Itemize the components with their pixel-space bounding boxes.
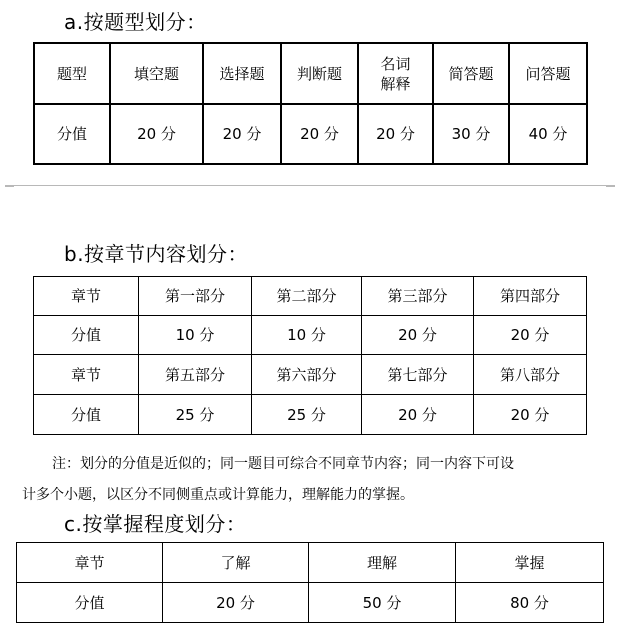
mastery-table: [16, 542, 604, 623]
row-header: 章节: [17, 543, 163, 583]
table-cell: 第一部分: [139, 277, 252, 316]
table-row: [34, 355, 587, 395]
page-corner-mark: [606, 186, 615, 192]
table-cell: 10 分: [252, 316, 362, 355]
cell-type: 简答题: [433, 43, 509, 104]
table-cell: 第八部分: [474, 355, 587, 395]
section-b-title: b.按章节内容划分：: [64, 242, 249, 266]
table-row: [34, 277, 587, 316]
table-cell: 20 分: [163, 583, 309, 623]
cell-score: 30 分: [433, 104, 509, 164]
note-line-2: 计多个小题，以区分不同侧重点或计算能力，理解能力的掌握。: [22, 487, 414, 503]
row-header-type: 题型: [34, 43, 110, 104]
table-cell: 第三部分: [362, 277, 474, 316]
table-row: [17, 583, 604, 623]
table-cell: 掌握: [456, 543, 604, 583]
row-header: 分值: [34, 316, 139, 355]
row-header: 章节: [34, 277, 139, 316]
table-row: [17, 543, 604, 583]
page-corner-mark: [5, 186, 14, 192]
row-header: 分值: [17, 583, 163, 623]
cell-score: 20 分: [358, 104, 433, 164]
cell-type: 判断题: [281, 43, 358, 104]
cell-type: 填空题: [110, 43, 203, 104]
page-break-divider: [14, 185, 610, 186]
table-cell: 第四部分: [474, 277, 587, 316]
table-cell: 理解: [309, 543, 456, 583]
cell-score: 20 分: [203, 104, 281, 164]
cell-type-line1: 名词: [380, 54, 411, 73]
section-c-title: c.按掌握程度划分：: [64, 512, 247, 536]
cell-score: 20 分: [110, 104, 203, 164]
section-a-title: a.按题型划分：: [64, 10, 207, 34]
table-row: [34, 43, 587, 104]
table-cell: 第七部分: [362, 355, 474, 395]
table-cell: 50 分: [309, 583, 456, 623]
chapter-table: [33, 276, 587, 435]
cell-type: 选择题: [203, 43, 281, 104]
table-cell: 80 分: [456, 583, 604, 623]
table-cell: 20 分: [474, 316, 587, 355]
cell-score: 40 分: [509, 104, 587, 164]
table-cell: 20 分: [362, 395, 474, 435]
table-cell: 20 分: [474, 395, 587, 435]
table-cell: 20 分: [362, 316, 474, 355]
cell-score: 20 分: [281, 104, 358, 164]
cell-type-line2: 解释: [380, 74, 411, 93]
note-line-1: 注：划分的分值是近似的；同一题目可综合不同章节内容；同一内容下可设: [52, 456, 514, 472]
table-row: [34, 316, 587, 355]
row-header-score: 分值: [34, 104, 110, 164]
row-header: 分值: [34, 395, 139, 435]
table-cell: 第六部分: [252, 355, 362, 395]
cell-type: [358, 43, 433, 104]
table-cell: 了解: [163, 543, 309, 583]
cell-type: 问答题: [509, 43, 587, 104]
question-type-table: [33, 42, 588, 165]
table-cell: 25 分: [252, 395, 362, 435]
table-cell: 10 分: [139, 316, 252, 355]
table-row: [34, 104, 587, 164]
row-header: 章节: [34, 355, 139, 395]
table-cell: 第二部分: [252, 277, 362, 316]
table-cell: 25 分: [139, 395, 252, 435]
table-cell: 第五部分: [139, 355, 252, 395]
table-row: [34, 395, 587, 435]
